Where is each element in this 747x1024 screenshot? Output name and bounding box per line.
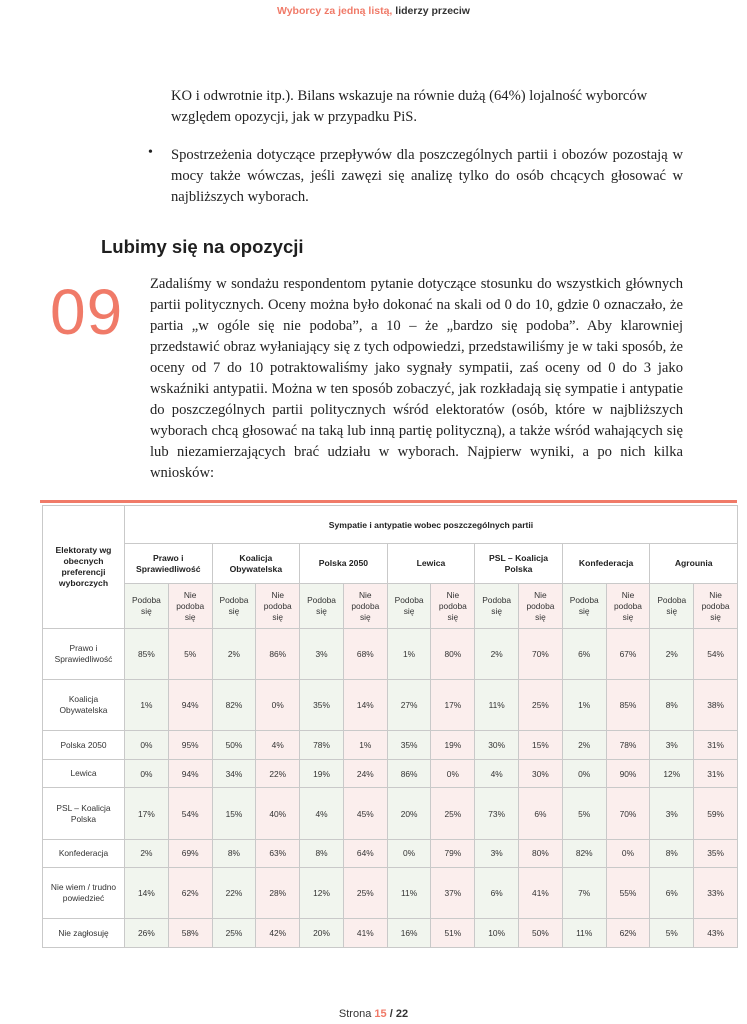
like-value-cell: 10% (475, 919, 519, 948)
dislike-value-cell: 70% (519, 629, 563, 680)
like-value-cell: 20% (387, 788, 431, 839)
subheader-like: Podoba się (650, 584, 694, 629)
like-value-cell: 12% (300, 868, 344, 919)
row-label: Konfederacja (43, 839, 125, 868)
like-value-cell: 26% (125, 919, 169, 948)
dislike-value-cell: 95% (168, 731, 212, 760)
like-value-cell: 3% (650, 731, 694, 760)
dislike-value-cell: 69% (168, 839, 212, 868)
like-value-cell: 4% (300, 788, 344, 839)
page-footer (0, 1008, 747, 1020)
like-value-cell: 3% (475, 839, 519, 868)
subheader-dislike: Nie podoba się (343, 584, 387, 629)
like-value-cell: 2% (650, 629, 694, 680)
dislike-value-cell: 94% (168, 680, 212, 731)
dislike-value-cell: 50% (519, 919, 563, 948)
dislike-value-cell: 5% (168, 629, 212, 680)
like-value-cell: 11% (475, 680, 519, 731)
like-value-cell: 82% (562, 839, 606, 868)
like-value-cell: 5% (562, 788, 606, 839)
subheader-like: Podoba się (125, 584, 169, 629)
dislike-value-cell: 0% (256, 680, 300, 731)
like-value-cell: 20% (300, 919, 344, 948)
like-value-cell: 6% (562, 629, 606, 680)
party-header: Polska 2050 (300, 544, 388, 584)
like-value-cell: 78% (300, 731, 344, 760)
dislike-value-cell: 58% (168, 919, 212, 948)
footer-separator: / (389, 1008, 393, 1020)
like-value-cell: 2% (475, 629, 519, 680)
row-label: Prawo i Sprawiedliwość (43, 629, 125, 680)
subheader-dislike: Nie podoba się (256, 584, 300, 629)
dislike-value-cell: 25% (343, 868, 387, 919)
dislike-value-cell: 78% (606, 731, 650, 760)
footer-total-pages: 22 (395, 1008, 409, 1020)
subheader-like: Podoba się (562, 584, 606, 629)
table-row (43, 759, 738, 788)
like-value-cell: 5% (650, 919, 694, 948)
dislike-value-cell: 54% (168, 788, 212, 839)
subheader-dislike: Nie podoba się (431, 584, 475, 629)
dislike-value-cell: 25% (519, 680, 563, 731)
dislike-value-cell: 80% (431, 629, 475, 680)
footer-prefix: Strona (338, 1008, 372, 1020)
table-title: Sympatie i antypatie wobec poszczególnych partii (125, 506, 738, 544)
subheader-like: Podoba się (212, 584, 256, 629)
paragraph-continuation: KO i odwrotnie itp.). Bilans wskazuje na równie dużą (64%) lojalność wyborców względem opozycji, jak w przypadku PiS. (171, 88, 648, 125)
dislike-value-cell: 41% (519, 868, 563, 919)
dislike-value-cell: 22% (256, 759, 300, 788)
dislike-value-cell: 14% (343, 680, 387, 731)
dislike-value-cell: 67% (606, 629, 650, 680)
party-header: Prawo i Sprawiedliwość (125, 544, 213, 584)
like-value-cell: 85% (125, 629, 169, 680)
like-value-cell: 35% (387, 731, 431, 760)
like-value-cell: 4% (475, 759, 519, 788)
dislike-value-cell: 85% (606, 680, 650, 731)
like-value-cell: 0% (387, 839, 431, 868)
like-value-cell: 0% (125, 759, 169, 788)
dislike-value-cell: 15% (519, 731, 563, 760)
like-value-cell: 22% (212, 868, 256, 919)
dislike-value-cell: 19% (431, 731, 475, 760)
bullet-marker: • (148, 145, 153, 160)
dislike-value-cell: 59% (694, 788, 738, 839)
subheader-like: Podoba się (300, 584, 344, 629)
dislike-value-cell: 30% (519, 759, 563, 788)
subheader-dislike: Nie podoba się (519, 584, 563, 629)
like-value-cell: 30% (475, 731, 519, 760)
dislike-value-cell: 28% (256, 868, 300, 919)
like-value-cell: 2% (125, 839, 169, 868)
like-value-cell: 11% (387, 868, 431, 919)
like-value-cell: 2% (212, 629, 256, 680)
dislike-value-cell: 37% (431, 868, 475, 919)
table-row (43, 868, 738, 919)
table-body (43, 629, 738, 948)
header-rest: liderzy przeciw (395, 5, 470, 17)
party-header: PSL – Koalicja Polska (475, 544, 563, 584)
dislike-value-cell: 33% (694, 868, 738, 919)
dislike-value-cell: 24% (343, 759, 387, 788)
row-label: Polska 2050 (43, 731, 125, 760)
like-value-cell: 11% (562, 919, 606, 948)
dislike-value-cell: 63% (256, 839, 300, 868)
dislike-value-cell: 31% (694, 731, 738, 760)
like-value-cell: 14% (125, 868, 169, 919)
party-header: Agrounia (650, 544, 738, 584)
subheader-dislike: Nie podoba się (168, 584, 212, 629)
like-value-cell: 8% (212, 839, 256, 868)
dislike-value-cell: 1% (343, 731, 387, 760)
like-value-cell: 8% (650, 680, 694, 731)
like-value-cell: 8% (650, 839, 694, 868)
dislike-value-cell: 68% (343, 629, 387, 680)
dislike-value-cell: 90% (606, 759, 650, 788)
dislike-value-cell: 31% (694, 759, 738, 788)
dislike-value-cell: 43% (694, 919, 738, 948)
table-row (43, 788, 738, 839)
like-value-cell: 6% (650, 868, 694, 919)
like-value-cell: 8% (300, 839, 344, 868)
dislike-value-cell: 62% (168, 868, 212, 919)
dislike-value-cell: 79% (431, 839, 475, 868)
like-value-cell: 16% (387, 919, 431, 948)
like-value-cell: 35% (300, 680, 344, 731)
row-label: Nie wiem / trudno powiedzieć (43, 868, 125, 919)
like-value-cell: 7% (562, 868, 606, 919)
table-row (43, 731, 738, 760)
subheader-row (43, 584, 738, 629)
subheader-like: Podoba się (475, 584, 519, 629)
running-header (0, 5, 747, 17)
dislike-value-cell: 41% (343, 919, 387, 948)
dislike-value-cell: 0% (431, 759, 475, 788)
like-value-cell: 1% (562, 680, 606, 731)
like-value-cell: 1% (387, 629, 431, 680)
party-header: Lewica (387, 544, 475, 584)
like-value-cell: 86% (387, 759, 431, 788)
dislike-value-cell: 54% (694, 629, 738, 680)
footer-current-page: 15 (374, 1008, 387, 1020)
like-value-cell: 27% (387, 680, 431, 731)
section-heading: Lubimy się na opozycji (101, 236, 304, 257)
dislike-value-cell: 64% (343, 839, 387, 868)
dislike-value-cell: 55% (606, 868, 650, 919)
dislike-value-cell: 42% (256, 919, 300, 948)
like-value-cell: 73% (475, 788, 519, 839)
dislike-value-cell: 70% (606, 788, 650, 839)
like-value-cell: 2% (562, 731, 606, 760)
section-paragraph: Zadaliśmy w sondażu respondentom pytanie dotyczące stosunku do wszystkich głównych partii politycznych. Oceny można było dokonać na skali od 0 do 10, gdzie 0 oznaczało, że partia „w ogóle się nie podoba”, a 10 – że „bardzo się podoba”. Aby klarowniej przedstawić obraz wyłaniający się z tych odpowiedzi, przedstawiliśmy je w taki sposób, że oceny od 7 do 10 potraktowaliśmy jako sygnały sympatii, zaś oceny od 0 do 3 jako wskaźniki antypatii. Można w ten sposób zobaczyć, jak rozkładają się sympatie i antypatie do poszczególnych partii politycznych wśród elektoratów (osób, które w najbliższych wyborach chcą głosować na taką lub inną partię polityczną), a także wśród wahających się lub niezamierzających brać udziału w wyborach. Najpierw wyniki, a po nich kilka wniosków: (150, 276, 683, 481)
table-row (43, 680, 738, 731)
dislike-value-cell: 51% (431, 919, 475, 948)
dislike-value-cell: 6% (519, 788, 563, 839)
like-value-cell: 25% (212, 919, 256, 948)
dislike-value-cell: 62% (606, 919, 650, 948)
row-label: Nie zagłosuję (43, 919, 125, 948)
dislike-value-cell: 17% (431, 680, 475, 731)
party-header: Koalicja Obywatelska (212, 544, 300, 584)
like-value-cell: 0% (125, 731, 169, 760)
bullet-paragraph: Spostrzeżenia dotyczące przepływów dla poszczególnych partii i obozów pozostają w mocy także wówczas, jeśli zawęzi się analizę tylko do osób chcących głosować w najbliższych wyborach. (171, 147, 683, 205)
dislike-value-cell: 80% (519, 839, 563, 868)
dislike-value-cell: 38% (694, 680, 738, 731)
row-label: Koalicja Obywatelska (43, 680, 125, 731)
like-value-cell: 1% (125, 680, 169, 731)
table-corner-label: Elektoraty wg obecnych preferencji wyborczych (43, 506, 125, 629)
like-value-cell: 3% (650, 788, 694, 839)
dislike-value-cell: 45% (343, 788, 387, 839)
table-row (43, 919, 738, 948)
like-value-cell: 0% (562, 759, 606, 788)
party-header: Konfederacja (562, 544, 650, 584)
dislike-value-cell: 94% (168, 759, 212, 788)
dislike-value-cell: 4% (256, 731, 300, 760)
subheader-dislike: Nie podoba się (606, 584, 650, 629)
like-value-cell: 3% (300, 629, 344, 680)
dislike-value-cell: 86% (256, 629, 300, 680)
like-value-cell: 19% (300, 759, 344, 788)
like-value-cell: 15% (212, 788, 256, 839)
like-value-cell: 82% (212, 680, 256, 731)
row-label: Lewica (43, 759, 125, 788)
subheader-like: Podoba się (387, 584, 431, 629)
dislike-value-cell: 25% (431, 788, 475, 839)
like-value-cell: 12% (650, 759, 694, 788)
like-value-cell: 50% (212, 731, 256, 760)
dislike-value-cell: 0% (606, 839, 650, 868)
party-header-row (43, 544, 738, 584)
sympathy-table (42, 505, 738, 948)
table-row (43, 839, 738, 868)
dislike-value-cell: 40% (256, 788, 300, 839)
like-value-cell: 34% (212, 759, 256, 788)
header-highlight: Wyborcy za jedną listą, (277, 5, 393, 17)
dislike-value-cell: 35% (694, 839, 738, 868)
like-value-cell: 6% (475, 868, 519, 919)
table-top-rule (40, 500, 737, 503)
section-number: 09 (50, 276, 124, 348)
table-row (43, 629, 738, 680)
subheader-dislike: Nie podoba się (694, 584, 738, 629)
like-value-cell: 17% (125, 788, 169, 839)
row-label: PSL – Koalicja Polska (43, 788, 125, 839)
